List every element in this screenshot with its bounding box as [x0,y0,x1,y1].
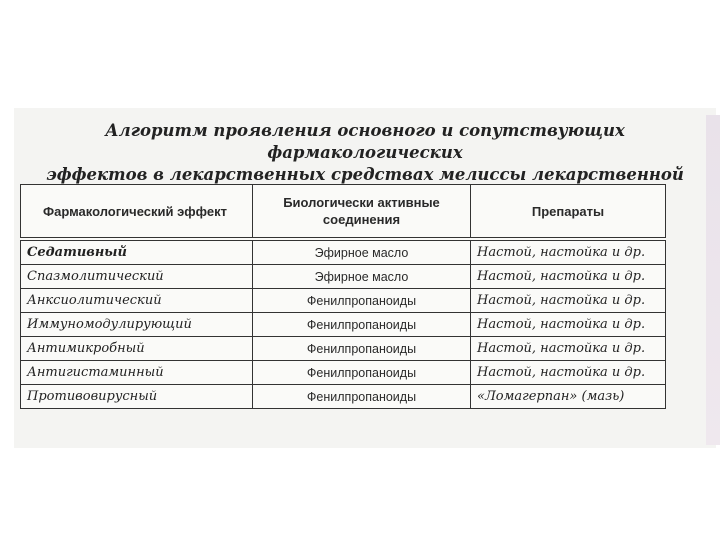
effect-cell: Иммуномодулирующий [21,313,253,337]
compound-cell: Фенилпропаноиды [253,289,471,313]
table-row [21,265,666,289]
header-compounds: Биологически активные соединения [253,185,471,240]
effect-cell: Анксиолитический [21,289,253,313]
header-effect: Фармакологический эффект [21,185,253,240]
document-title [30,120,700,186]
compound-cell: Фенилпропаноиды [253,361,471,385]
effects-table [20,184,666,409]
effect-cell: Противовирусный [21,385,253,409]
compound-cell: Фенилпропаноиды [253,313,471,337]
preparation-cell: «Ломагерпан» (мазь) [471,385,666,409]
table-row [21,289,666,313]
effect-cell: Антигистаминный [21,361,253,385]
table-header-row [21,185,666,240]
preparation-cell: Настой, настойка и др. [471,289,666,313]
preparation-cell: Настой, настойка и др. [471,361,666,385]
page-edge-strip [706,115,720,445]
effect-cell: Седативный [21,239,253,265]
table-row [21,313,666,337]
preparation-cell: Настой, настойка и др. [471,239,666,265]
title-line-2: эффектов в лекарственных средствах мелиссы лекарственной [46,165,684,184]
compound-cell: Фенилпропаноиды [253,337,471,361]
preparation-cell: Настой, настойка и др. [471,337,666,361]
compound-cell: Эфирное масло [253,239,471,265]
table-row [21,361,666,385]
effect-cell: Антимикробный [21,337,253,361]
preparation-cell: Настой, настойка и др. [471,265,666,289]
preparation-cell: Настой, настойка и др. [471,313,666,337]
effect-cell: Спазмолитический [21,265,253,289]
compound-cell: Фенилпропаноиды [253,385,471,409]
table-row [21,337,666,361]
title-line-1: Алгоритм проявления основного и сопутствующих фармакологических [105,121,625,162]
table-row [21,385,666,409]
table-row [21,239,666,265]
header-preparations: Препараты [471,185,666,240]
compound-cell: Эфирное масло [253,265,471,289]
